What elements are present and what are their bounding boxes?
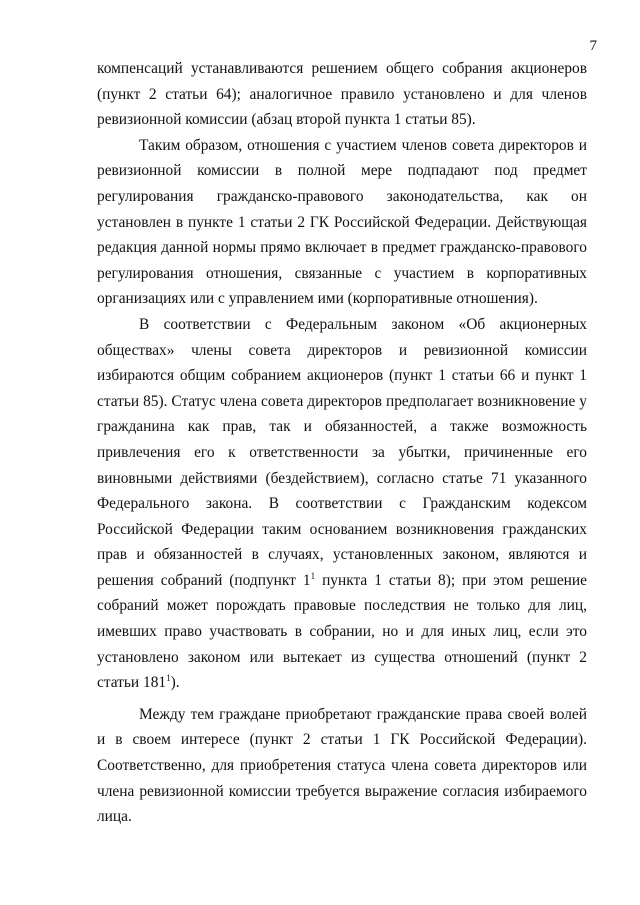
paragraph-relations-scope: Таким образом, отношения с участием членов совета директоров и ревизионной комиссии в полной мере подпадают под предмет регулирования гражданско-правового законодательства, как он установлен в пункте 1 статьи 2 ГК Российской Федерации. Действующая редакция данной нормы прямо включает в предмет гражданско-правового регулирования отношения, связанные с участием в корпоративных организациях или с управлением ими (корпоративные отношения). bbox=[97, 136, 587, 308]
superscript: 1 bbox=[166, 673, 171, 684]
paragraph-continuation: компенсаций устанавливаются решением общего собрания акционеров (пункт 2 статьи 64); аналогичное правило установлено и для членов ревизионной комиссии (абзац второй пункта 1 статьи 85). bbox=[97, 60, 587, 129]
paragraph-citizens-rights: Между тем граждане приобретают гражданские права своей волей и в своем интересе (пункт 2 статьи 1 ГК Российской Федерации). Соответственно, для приобретения статуса члена совета директоров или члена ревизионной комиссии требуется выражение согласия избираемого лица. bbox=[97, 705, 587, 826]
paragraph-federal-law bbox=[97, 312, 587, 696]
paragraph-text-part: пункта 1 статьи 8); при этом решение собраний может порождать правовые последствия не только для лиц, имевших право участвовать в собрании, но и для иных лиц, если это установлено законом или вытекает из существа отношений (пункт 2 статьи 181 bbox=[97, 571, 587, 692]
superscript: 1 bbox=[310, 570, 316, 581]
paragraph-text-part: В соответствии с Федеральным законом «Об акционерных обществах» члены совета директоров и ревизионной комиссии избираются общим собранием акционеров (пункт 1 статьи 66 и пункт 1 статьи 85). Статус члена совета директоров предполагает возникновение у гражданина как прав, так и обязанностей, а также возможность привлечения его к ответственности за убытки, причиненные его виновными действиями (бездействием), согласно статье 71 указанного Федерального закона. В соответствии с Гражданским кодексом Российской Федерации таким основанием возникновения гражданских прав и обязанностей в случаях, установленных законом, являются и решения собраний (подпункт 1 bbox=[97, 315, 587, 589]
document-body bbox=[97, 56, 587, 830]
paragraph-text-part: ). bbox=[170, 674, 180, 692]
page-number: 7 bbox=[589, 38, 597, 54]
